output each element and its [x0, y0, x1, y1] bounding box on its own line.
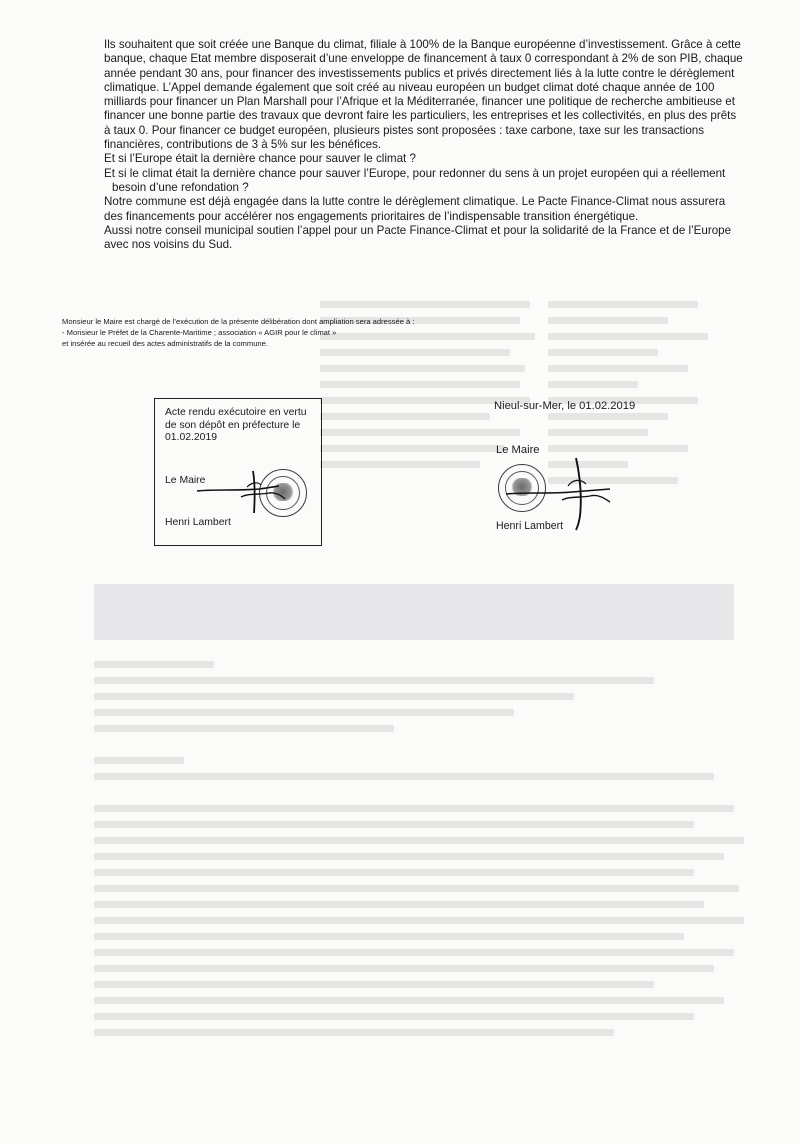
signature-maire-label: Le Maire: [496, 444, 540, 456]
paragraph-engagement-commune: Notre commune est déjà engagée dans la lutte contre le dérèglement climatique. Le Pacte Finance-Climat nous assurera des financements pour accélérer nos engagements prioritaires de l’indispensable transition énergétique.: [104, 195, 726, 223]
ampliation-line-2: - Monsieur le Préfet de la Charente-Maritime ; association « AGIR pour le climat »: [62, 328, 337, 337]
executory-mayor-name: Henri Lambert: [165, 517, 231, 528]
ampliation-line-1: Monsieur le Maire est chargé de l’exécution de la présente délibération dont ampliation sera adressée à :: [62, 317, 415, 326]
signature-mayor-name: Henri Lambert: [496, 520, 564, 532]
paragraph-banque-du-climat: Ils souhaitent que soit créée une Banque du climat, filiale à 100% de la Banque européenne d’investissement. Grâce à cette banque, chaque Etat membre disposerait d’une enveloppe de financement à taux 0 correspondant à 2% de son PIB, chaque année pendant 30 ans, pour financer des investissements publics et privés directement liés à la lutte contre le dérèglement climatique. L’Appel demande également que soit créé au niveau européen un budget climat doté chaque année de 100 milliards pour financer un Plan Marshall pour l’Afrique et la Méditerranée, financer une politique de recherche ambitieuse et financer une bonne partie des travaux que devront faire les particuliers, les entreprises et les collectivités, en plus des prêts à taux 0. Pour financer ce budget européen, plusieurs pistes sont proposées : taxe carbone, taxe sur les transactions financières, contributions de 3 à 5% sur les bénéfices.: [104, 38, 743, 152]
ampliation-line-3: et insérée au recueil des actes administratifs de la commune.: [62, 339, 268, 348]
executory-maire-label: Le Maire: [165, 475, 206, 486]
show-through-shaded-band: [94, 584, 734, 640]
mayor-signature-right: [506, 456, 616, 536]
deliberation-body-text: [104, 38, 744, 252]
question-climat-europe-line1: Et si le climat était la dernière chance pour sauver l’Europe, pour redonner du sens à un projet européen qui a réellement: [104, 166, 726, 180]
question-europe-climat: Et si l’Europe était la dernière chance pour sauver le climat ?: [104, 152, 416, 166]
question-climat-europe-line2: besoin d’une refondation ?: [112, 180, 249, 194]
ampliation-notice: [62, 316, 522, 349]
show-through-text-lower: [94, 652, 754, 1045]
place-and-date: Nieul-sur-Mer, le 01.02.2019: [494, 400, 636, 412]
question-climat-europe: [104, 167, 744, 196]
executory-stamp-box: [154, 398, 322, 546]
mayor-signature-left: [197, 469, 287, 519]
executory-text: Acte rendu exécutoire en vertu de son dépôt en préfecture le 01.02.2019: [165, 407, 307, 444]
paragraph-soutien-conseil: Aussi notre conseil municipal soutien l’appel pour un Pacte Finance-Climat et pour la solidarité de la France et de l’Europe avec nos voisins du Sud.: [104, 223, 732, 252]
